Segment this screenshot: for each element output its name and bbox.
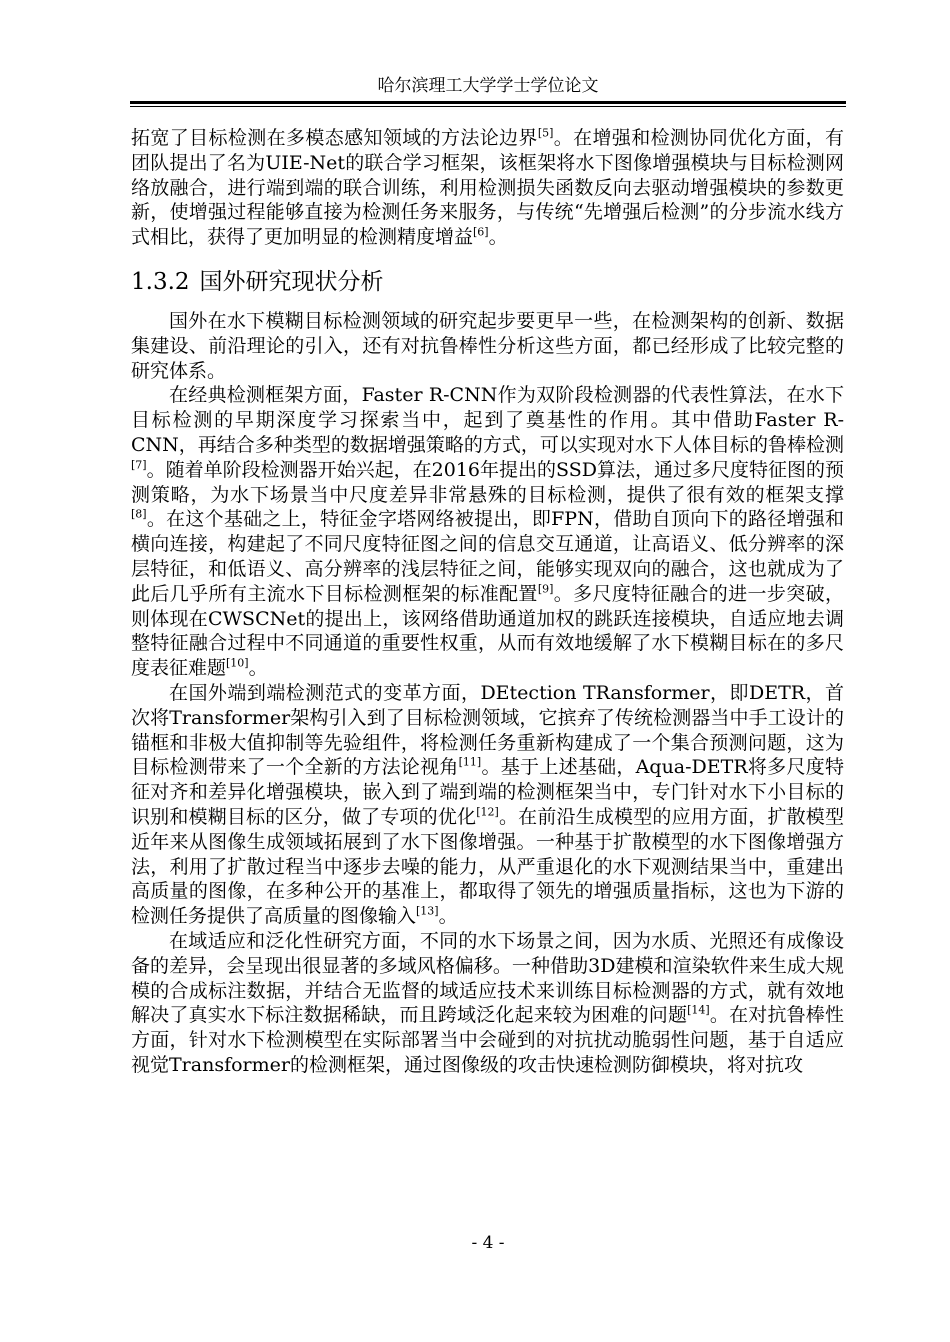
running-header: 哈尔滨理工大学学士学位论文: [377, 76, 599, 96]
citation: [10]: [226, 656, 249, 670]
header-rule-thick: [130, 101, 846, 104]
citation: [6]: [473, 225, 489, 239]
paragraph-continued: 拓宽了目标检测在多模态感知领域的方法论边界[5]。在增强和检测协同优化方面，有团队提出了名为UIE-Net的联合学习框架，该框架将水下图像增强模块与目标检测网络放融合，进行端到端的联合训练，利用检测损失函数反向去驱动增强模块的参数更新，使增强过程能够直接为检测任务来服务，与传统“先增强后检测”的分步流水线方式相比，获得了更加明显的检测精度增益[6]。: [131, 126, 844, 249]
citation: [13]: [416, 904, 439, 918]
section-heading: [131, 267, 844, 297]
citation: [7]: [131, 458, 147, 472]
header-rule-thin: [130, 106, 846, 107]
citation: [14]: [687, 1003, 710, 1017]
paragraph: 在域适应和泛化性研究方面，不同的水下场景之间，因为水质、光照还有成像设备的差异，会呈现出很显著的多域风格偏移。一种借助3D建模和渲染软件来生成大规模的合成标注数据，并结合无监督的域适应技术来训练目标检测器的方式，就有效地解决了真实水下标注数据稀缺，而且跨域泛化起来较为困难的问题[14]。在对抗鲁棒性方面，针对水下检测模型在实际部署当中会碰到的对抗扰动脆弱性问题，基于自适应视觉Transformer的检测框架，通过图像级的攻击快速检测防御模块，将对抗攻: [131, 929, 844, 1076]
paragraph: 在国外端到端检测范式的变革方面，DEtection TRansformer，即DETR，首次将Transformer架构引入到了目标检测领域，它摈弃了传统检测器当中手工设计的锚框和非极大值抑制等先验组件，将检测任务重新构建成了一个集合预测问题，这为目标检测带来了一个全新的方法论视角[11]。基于上述基础，Aqua-DETR将多尺度特征对齐和差异化增强模块，嵌入到了端到端的检测框架当中，专门针对水下小目标的识别和模糊目标的区分，做了专项的优化[12]。在前沿生成模型的应用方面，扩散模型近年来从图像生成领域拓展到了水下图像增强。一种基于扩散模型的水下图像增强方法，利用了扩散过程当中逐步去噪的能力，从严重退化的水下观测结果当中，重建出高质量的图像，在多种公开的基准上，都取得了领先的增强质量指标，这也为下游的检测任务提供了高质量的图像输入[13]。: [131, 681, 844, 928]
citation: [8]: [131, 508, 147, 522]
citation: [11]: [458, 756, 482, 769]
page-number: - 4 -: [471, 1233, 505, 1253]
page-body: [131, 126, 844, 1078]
citation: [9]: [537, 582, 554, 596]
paragraph: 在经典检测框架方面，Faster R-CNN作为双阶段检测器的代表性算法，在水下目标检测的早期深度学习探索当中，起到了奠基性的作用。其中借助Faster R-CNN，再结合多种类型的数据增强策略的方式，可以实现对水下人体目标的鲁棒检测[7]。随着单阶段检测器开始兴起，在2016年提出的SSD算法，通过多尺度特征图的预测策略，为水下场景当中尺度差异非常悬殊的目标检测，提供了很有效的框架支撑[8]。在这个基础之上，特征金字塔网络被提出，即FPN，借助自顶向下的路径增强和横向连接，构建起了不同尺度特征图之间的信息交互通道，让高语义、低分辨率的深层特征，和低语义、高分辨率的浅层特征之间，能够实现双向的融合，这也就成为了此后几乎所有主流水下目标检测框架的标准配置[9]。多尺度特征融合的进一步突破，则体现在CWSCNet的提出上，该网络借助通道加权的跳跃连接模块，自适应地去调整特征融合过程中不同通道的重要性权重，从而有效地缓解了水下模糊目标在的多尺度表征难题[10]。: [131, 384, 844, 680]
section-title: 国外研究现状分析: [199, 268, 384, 295]
section-number: 1.3.2: [131, 268, 190, 295]
paragraph: 国外在水下模糊目标检测领域的研究起步要更早一些，在检测架构的创新、数据集建设、前沿理论的引入，还有对抗鲁棒性分析这些方面，都已经形成了比较完整的研究体系。: [131, 309, 844, 382]
citation: [12]: [476, 805, 499, 819]
citation: [5]: [537, 126, 554, 140]
